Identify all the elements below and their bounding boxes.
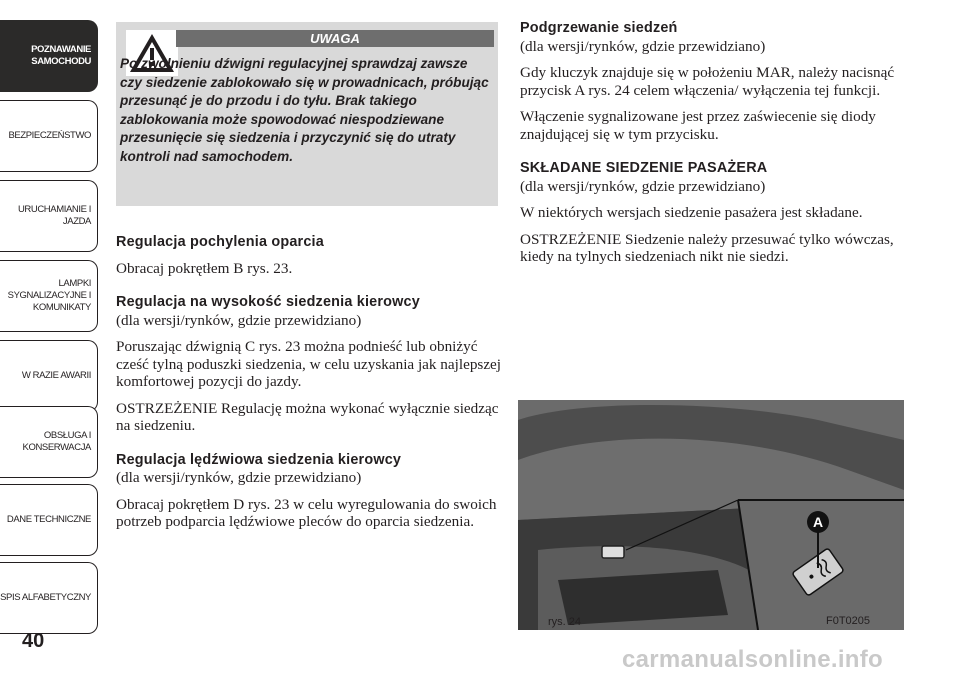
- tab-label: LAMPKI SYGNALIZACYJNE I KOMUNIKATY: [7, 278, 91, 313]
- section-subtitle: (dla wersji/rynków, gdzie przewidziano): [520, 37, 766, 55]
- tab-poznawanie-samochodu[interactable]: [0, 20, 98, 92]
- page-number: 40: [22, 630, 45, 652]
- section-subtitle: (dla wersji/rynków, gdzie przewidziano): [116, 311, 362, 329]
- section-heading: SKŁADANE SIEDZENIE PASAŻERA: [520, 160, 768, 176]
- warning-note: OSTRZEŻENIE Siedzenie należy przesuwać tylko wówczas, kiedy na tylnych siedzeniach nikt nie siedzi.: [520, 230, 894, 265]
- left-column: [116, 234, 506, 531]
- figure-code: F0T0205: [826, 615, 871, 627]
- right-column: [520, 20, 905, 266]
- tab-spis-alfabetyczny[interactable]: [0, 562, 98, 634]
- watermark: carmanualsonline.info: [622, 646, 884, 673]
- tab-label: POZNAWANIE SAMOCHODU: [31, 44, 91, 67]
- tab-w-razie-awarii[interactable]: [0, 340, 98, 412]
- paragraph: Poruszając dźwignią C rys. 23 można podnieść lub obniżyć cześć tylną poduszki siedzenia, w celu uzyskania jak najlepszej komfortowej pozycji do jazdy.: [116, 338, 502, 390]
- warning-note: OSTRZEŻENIE Regulację można wykonać wyłącznie siedząc na siedzeniu.: [116, 399, 499, 434]
- figure-callout: A: [812, 514, 824, 530]
- seat-heating-figure: [518, 400, 904, 630]
- paragraph: Włączenie sygnalizowane jest przez zaświecenie się diody znajdującej się w tym przycisku.: [520, 108, 876, 143]
- figure-caption: rys. 24: [548, 616, 582, 628]
- warning-title: UWAGA: [176, 30, 494, 47]
- tab-bezpieczenstwo[interactable]: [0, 100, 98, 172]
- section-heading: Podgrzewanie siedzeń: [520, 20, 678, 36]
- paragraph: Gdy kluczyk znajduje się w położeniu MAR, należy nacisnąć przycisk A rys. 24 celem włączenia/ wyłączenia tej funkcji.: [520, 64, 895, 99]
- section-subtitle: (dla wersji/rynków, gdzie przewidziano): [520, 177, 766, 195]
- warning-text: Po zwolnieniu dźwigni regulacyjnej sprawdzaj zawsze czy siedzenie zablokowało się w prowadnicach, próbując przesunąć je do przodu i do tyłu. Brak takiego zablokowania może spowodować niespodziewane przesunięcie się siedzenia i przyczynić się do utraty kontroli nad samochodem.: [120, 56, 489, 164]
- section-heading: Regulacja pochylenia oparcia: [116, 234, 324, 250]
- tab-dane-techniczne[interactable]: [0, 484, 98, 556]
- tab-label: OBSŁUGA I KONSERWACJA: [22, 430, 91, 453]
- tab-lampki-sygnalizacyjne[interactable]: [0, 260, 98, 332]
- tab-label: SPIS ALFABETYCZNY: [0, 592, 91, 604]
- section-subtitle: (dla wersji/rynków, gdzie przewidziano): [116, 469, 362, 486]
- paragraph: W niektórych wersjach siedzenie pasażera jest składane.: [520, 204, 863, 221]
- tab-obsluga-i-konserwacja[interactable]: [0, 406, 98, 478]
- paragraph: Obracaj pokrętłem D rys. 23 w celu wyregulowania do swoich potrzeb podparcia lędźwiowe pleców do oparcia siedzenia.: [116, 495, 497, 530]
- tab-label: BEZPIECZEŃSTWO: [8, 130, 91, 142]
- warning-box: [116, 22, 498, 206]
- section-heading: Regulacja lędźwiowa siedzenia kierowcy: [116, 451, 402, 468]
- tab-label: W RAZIE AWARII: [21, 370, 91, 382]
- paragraph: Obracaj pokrętłem B rys. 23.: [116, 259, 293, 277]
- tab-uruchamianie-i-jazda[interactable]: [0, 180, 98, 252]
- tab-label: DANE TECHNICZNE: [6, 514, 91, 526]
- tab-label: URUCHAMIANIE I JAZDA: [17, 204, 91, 227]
- section-heading: Regulacja na wysokość siedzenia kierowcy: [116, 294, 420, 310]
